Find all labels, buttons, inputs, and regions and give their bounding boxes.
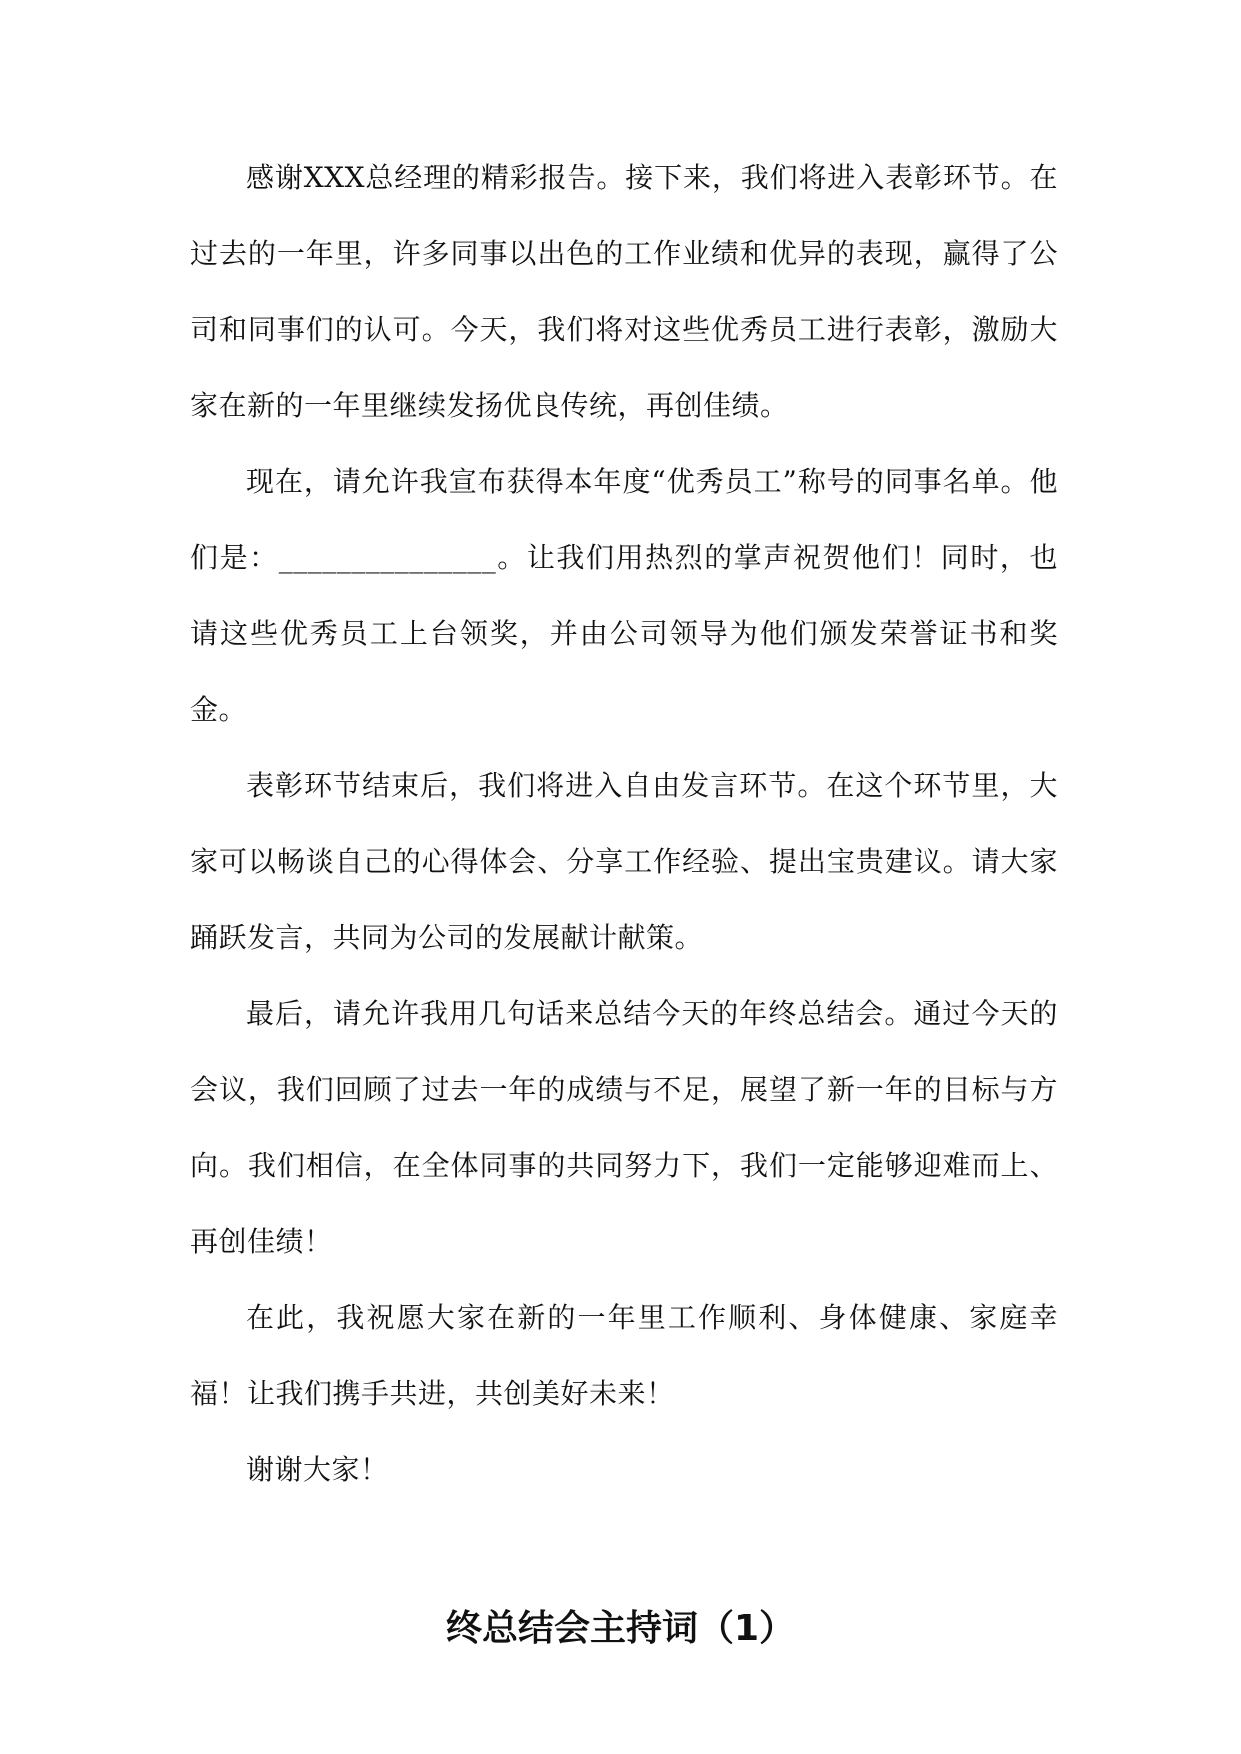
paragraph-thanks: 谢谢大家！ <box>246 1453 389 1486</box>
paragraph-awards-intro: 感谢XXX总经理的精彩报告。接下来，我们将进入表彰环节。在过去的一年里，许多同事以出色的工作业绩和优异的表现，赢得了公司和同事们的认可。今天，我们将对这些优秀员工进行表彰，激励大家在新的一年里继续发扬优良传统，再创佳绩。 <box>190 161 1058 422</box>
paragraph-free-speech: 表彰环节结束后，我们将进入自由发言环节。在这个环节里，大家可以畅谈自己的心得体会、分享工作经验、提出宝贵建议。请大家踊跃发言，共同为公司的发展献计献策。 <box>190 769 1058 954</box>
paragraph-wishes: 在此，我祝愿大家在新的一年里工作顺利、身体健康、家庭幸福！让我们携手共进，共创美好未来！ <box>190 1301 1058 1410</box>
paragraph-summary: 最后，请允许我用几句话来总结今天的年终总结会。通过今天的会议，我们回顾了过去一年的成绩与不足，展望了新一年的目标与方向。我们相信，在全体同事的共同努力下，我们一定能够迎难而上、再创佳绩！ <box>190 997 1058 1258</box>
paragraph-award-announcement: 现在，请允许我宣布获得本年度“优秀员工”称号的同事名单。他们是：_______________。让我们用热烈的掌声祝贺他们！同时，也请这些优秀员工上台领奖，并由公司领导为他们颁发荣誉证书和奖金。 <box>190 465 1058 726</box>
section-title: 终总结会主持词（1） <box>445 1608 796 1649</box>
body-text <box>190 140 1058 1508</box>
